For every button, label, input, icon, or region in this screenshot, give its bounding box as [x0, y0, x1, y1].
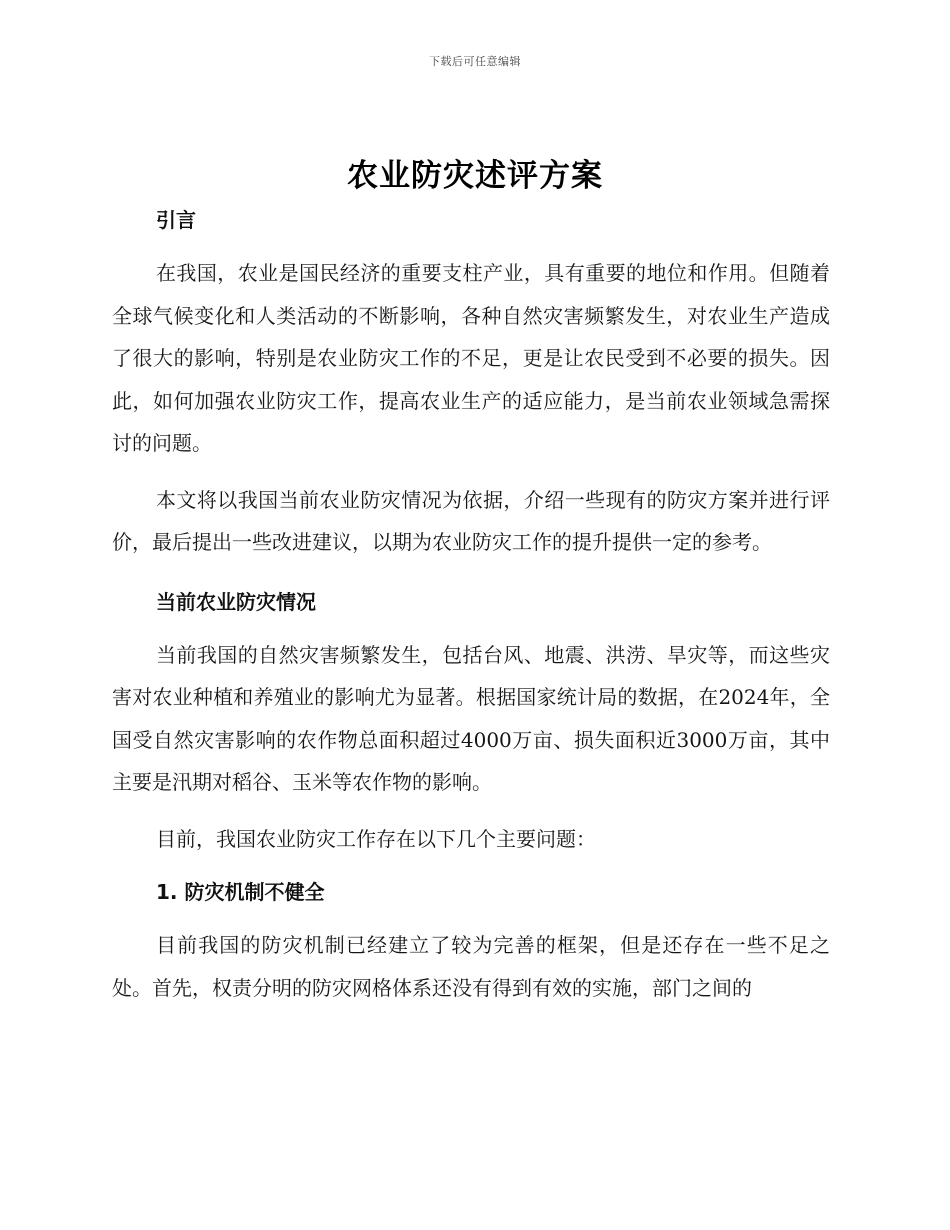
section-heading-intro: 引言: [156, 208, 196, 232]
paragraph-issue-1: 目前我国的防灾机制已经建立了较为完善的框架，但是还存在一些不足之处。首先，权责分明的防灾网格体系还没有得到有效的实施，部门之间的: [112, 933, 830, 1000]
document-body: [112, 202, 830, 1009]
paragraph-current-1: 当前我国的自然灾害频繁发生，包括台风、地震、洪涝、旱灾等，而这些灾害对农业种植和养殖业的影响尤为显著。根据国家统计局的数据，在2024年，全国受自然灾害影响的农作物总面积超过4000万亩、损失面积近3000万亩，其中主要是汛期对稻谷、玉米等农作物的影响。: [112, 642, 830, 794]
section-heading-issue-1: 1. 防灾机制不健全: [156, 880, 325, 904]
document-title: 农业防灾述评方案: [347, 158, 603, 194]
header-note: 下载后可任意编辑: [429, 55, 521, 68]
paragraph-intro-1: 在我国，农业是国民经济的重要支柱产业，具有重要的地位和作用。但随着全球气候变化和人类活动的不断影响，各种自然灾害频繁发生，对农业生产造成了很大的影响，特别是农业防灾工作的不足，更是让农民受到不必要的损失。因此，如何加强农业防灾工作，提高农业生产的适应能力，是当前农业领域急需探讨的问题。: [112, 261, 830, 455]
section-heading-current: 当前农业防灾情况: [156, 589, 316, 614]
paragraph-intro-2: 本文将以我国当前农业防灾情况为依据，介绍一些现有的防灾方案并进行评价，最后提出一些改进建议，以期为农业防灾工作的提升提供一定的参考。: [112, 487, 830, 554]
paragraph-current-2: 目前，我国农业防灾工作存在以下几个主要问题：: [156, 826, 596, 851]
